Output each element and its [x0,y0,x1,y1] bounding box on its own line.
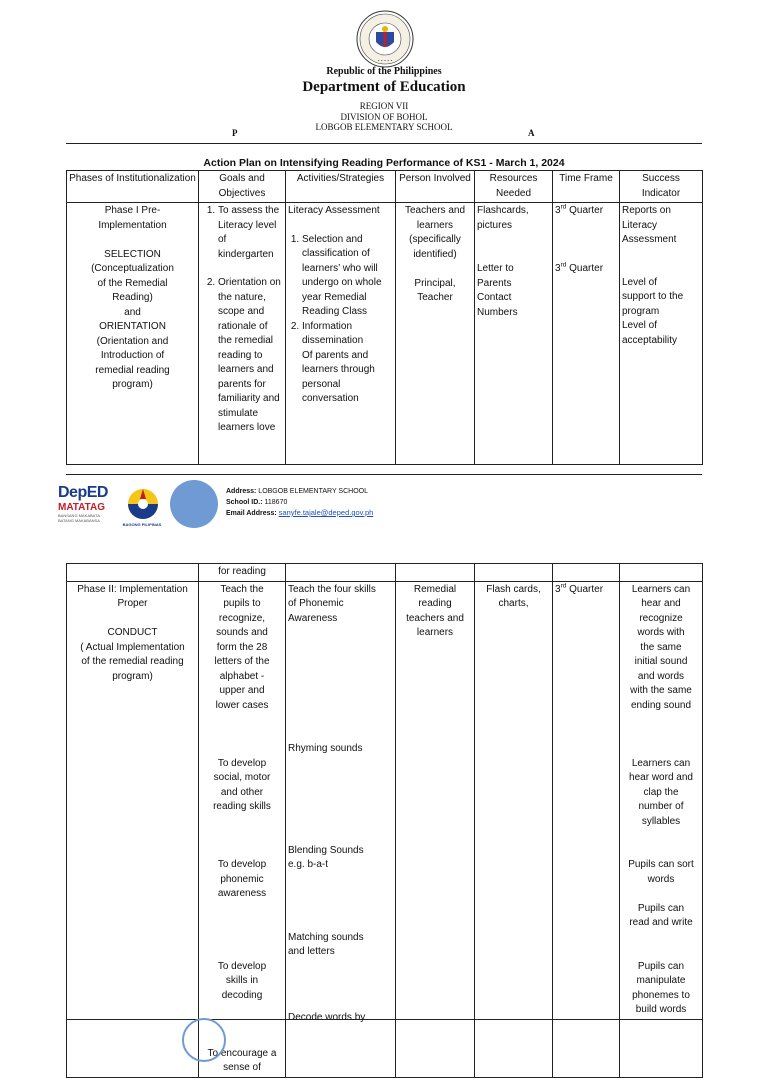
list-item: 2. Orientation on the nature, scope and rationale of the remedial reading to learners and parents for familiarity and stimulate learners love [218,276,283,436]
table-row [67,564,703,582]
email-label: Email Address: [226,510,277,517]
stray-letter-left: P [232,128,238,138]
address-line [226,487,373,498]
bagong-pilipinas-label: BAGONG PILIPINAS [122,522,162,527]
department-title: Department of Education [302,79,466,95]
matatag-subtext: BANSANG MAKABATA · BATANG MAKABANSA [58,513,103,523]
time-num: 3 [555,583,561,595]
phase1-activities-cell [286,203,396,465]
carry-empty-cell [553,564,620,582]
col-header-goals: Goals and Objectives [199,171,286,203]
action-plan-table-page1 [66,170,703,465]
phase1-resources-cell [475,203,553,465]
list-item: 1. Selection and classification of learners’ who will undergo on whole year Remedial Reading Class [302,233,393,320]
phase2-persons-cell: Remedial reading teachers and learners [396,581,475,1077]
time-sup: rd [560,261,567,269]
phase2-activities-cell [286,581,396,1077]
col-header-phases: Phases of Institutionalization [67,171,199,203]
table-row [67,203,703,465]
phase1-time-cell [553,203,620,465]
phase1-persons-cell: Teachers and learners (specifically identified) Principal, Teacher [396,203,475,465]
bottom-rule [66,1019,702,1020]
phase2-cell: Phase II: Implementation Proper CONDUCT ( Actual Implementation of the remedial reading program) [67,581,199,1077]
email-line [226,508,373,520]
next-page-logo-edge [182,1018,226,1062]
address-label: Address: [226,488,257,495]
phase1-cell: Phase I Pre- Implementation SELECTION (Conceptualization of the Remedial Reading) and ORIENTATION (Orientation and Introduction of remedial reading program) [67,203,199,465]
header-rule [66,143,702,144]
col-header-resources: Resources Needed [475,171,553,203]
deped-matatag-logo [58,484,112,523]
phase2-time-cell [553,581,620,1077]
success-1: Reports on Literacy Assessment [622,205,677,245]
time-rest: Quarter [566,262,604,274]
resources-1: Flashcards, pictures [477,205,529,231]
svg-text:• • • • •: • • • • • [377,59,393,63]
school-logo-placeholder [170,480,218,528]
phase2-goals-cell: Teach the pupils to recognize, sounds and form the 28 letters of the alphabet - upper and lower cases To develop social, motor and other reading skills To develop phonemic awareness To develop skills in decoding To encourage a sense of [199,581,286,1077]
stray-letter-right: A [528,128,535,138]
phase1-goals-cell [199,203,286,465]
activities-match: Matching sounds and letters [288,931,364,957]
address-value: LOBGOB ELEMENTARY SCHOOL [258,488,368,495]
activities-main: Teach the four skills of Phonemic Awareness Rhyming sounds Blending Sounds e.g. b-a-t [288,583,376,870]
col-header-time: Time Frame [553,171,620,203]
list-item: 1. To assess the Literacy level of kindergarten [218,204,283,262]
col-header-activities: Activities/Strategies [286,171,396,203]
school-id-line [226,498,373,509]
carry-empty-cell [620,564,703,582]
division-line: DIVISION OF BOHOL [340,111,428,122]
table-row [67,581,703,1077]
school-line: LOBGOB ELEMENTARY SCHOOL [315,122,453,132]
carry-empty-cell [286,564,396,582]
deped-logo-text: DepED [58,484,108,501]
col-header-success: Success Indicator [620,171,703,203]
time-rest: Quarter [566,583,604,595]
time-1 [555,204,617,219]
time-num: 3 [555,205,561,216]
success-2: Level of support to the program Level of acceptability [622,276,684,346]
phase1-success-cell [620,203,703,465]
activities-decode: Decode words by [288,1011,366,1023]
action-plan-table-page2 [66,563,703,1078]
col-header-person: Person Involved [396,171,475,203]
carry-empty-cell [396,564,475,582]
school-id-value: 118670 [264,498,288,506]
republic-line: Republic of the Philippines [326,66,442,77]
deped-seal-icon [356,10,414,68]
contact-block [226,487,373,520]
matatag-logo-text: MATATAG [58,502,106,513]
phase2-resources-cell: Flash cards, charts, [475,581,553,1077]
school-id-label: School ID.: [226,498,263,506]
region-line: REGION VII [359,101,409,111]
carry-empty-cell [475,564,553,582]
list-item: 2. Information dissemination Of parents and learners through personal conversation [302,320,393,407]
time-rest: Quarter [566,205,604,216]
time-1 [555,583,617,598]
time-num: 3 [555,262,561,274]
time-sup: rd [560,203,567,211]
carry-phase-cell [67,564,199,582]
carry-goal-cell: for reading [199,564,286,582]
email-link[interactable]: sanyfe.tajale@deped.gov.ph [278,508,374,517]
table-header-row [67,171,703,203]
footer-rule [66,474,702,475]
phase2-success-cell: Learners can hear and recognize words with the same initial sound and words with the same ending sound Learners can hear word and clap the number of syllables Pupils can sort words Pupils can read and write Pupils can manipulate phonemes to build words [620,581,703,1077]
time-sup: rd [560,582,567,590]
resources-2: Letter to Parents Contact Numbers [477,263,518,318]
region-block [0,101,768,133]
document-title: Action Plan on Intensifying Reading Performance of KS1 - March 1, 2024 [203,157,565,169]
time-2 [555,262,617,277]
activity-title: Literacy Assessment [288,205,380,216]
